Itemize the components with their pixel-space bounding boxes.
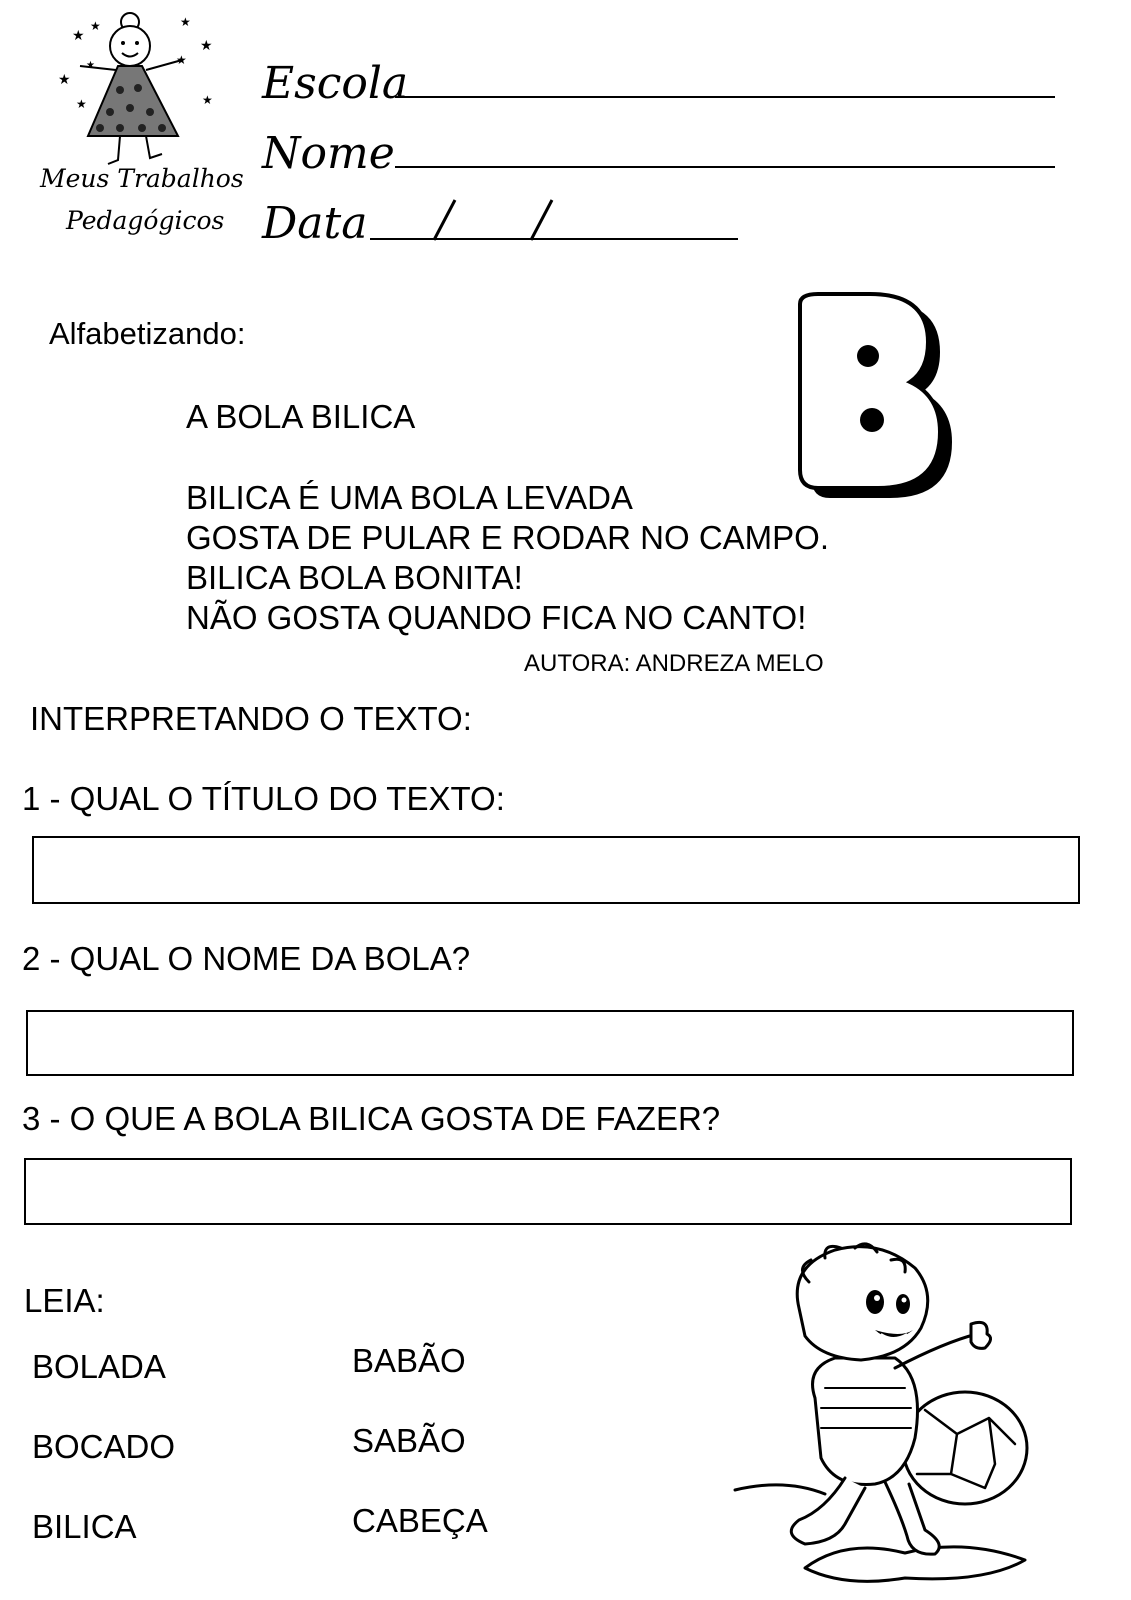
svg-text:★: ★ bbox=[176, 53, 187, 67]
logo-girl-illustration bbox=[50, 8, 240, 173]
svg-text:★: ★ bbox=[202, 93, 213, 107]
big-letter-b bbox=[790, 290, 970, 505]
word-item: CABEÇA bbox=[352, 1502, 488, 1539]
poem-line: BILICA BOLA BONITA! bbox=[186, 559, 523, 596]
svg-text:★: ★ bbox=[200, 37, 213, 53]
question-1: 1 - QUAL O TÍTULO DO TEXTO: bbox=[22, 780, 505, 817]
logo-line-2: Pedagógicos bbox=[66, 206, 225, 235]
name-label: Nome bbox=[262, 128, 395, 179]
question-2: 2 - QUAL O NOME DA BOLA? bbox=[22, 940, 471, 977]
svg-text:★: ★ bbox=[86, 60, 95, 71]
name-line[interactable] bbox=[395, 166, 1055, 168]
svg-text:★: ★ bbox=[76, 97, 87, 111]
poem-author: AUTORA: ANDREZA MELO bbox=[524, 650, 824, 677]
answer-box-1[interactable] bbox=[32, 836, 1080, 904]
logo-line-1: Meus Trabalhos bbox=[40, 164, 244, 193]
poem-line: BILICA É UMA BOLA LEVADA bbox=[186, 479, 633, 516]
answer-box-2[interactable] bbox=[26, 1010, 1074, 1076]
date-slashes bbox=[420, 196, 570, 246]
intro-label: Alfabetizando: bbox=[49, 316, 246, 351]
word-item: BOCADO bbox=[32, 1428, 176, 1465]
read-heading: LEIA: bbox=[24, 1282, 105, 1319]
word-item: SABÃO bbox=[352, 1422, 466, 1459]
poem-line: GOSTA DE PULAR E RODAR NO CAMPO. bbox=[186, 519, 830, 556]
school-line[interactable] bbox=[395, 96, 1055, 98]
date-label: Data bbox=[262, 198, 368, 249]
svg-text:★: ★ bbox=[58, 71, 71, 87]
question-3: 3 - O QUE A BOLA BILICA GOSTA DE FAZER? bbox=[22, 1100, 721, 1137]
svg-text:★: ★ bbox=[180, 15, 191, 29]
poem-body bbox=[186, 478, 829, 638]
word-item: BOLADA bbox=[32, 1348, 166, 1385]
svg-text:★: ★ bbox=[72, 27, 85, 43]
boy-with-ball-illustration bbox=[725, 1238, 1045, 1593]
word-item: BABÃO bbox=[352, 1342, 466, 1379]
answer-box-3[interactable] bbox=[24, 1158, 1072, 1225]
word-item: BILICA bbox=[32, 1508, 137, 1545]
poem-line: NÃO GOSTA QUANDO FICA NO CANTO! bbox=[186, 599, 807, 636]
poem-title: A BOLA BILICA bbox=[186, 398, 416, 435]
svg-text:★: ★ bbox=[90, 19, 101, 33]
school-label: Escola bbox=[262, 58, 409, 109]
interpretation-heading: INTERPRETANDO O TEXTO: bbox=[30, 700, 472, 737]
